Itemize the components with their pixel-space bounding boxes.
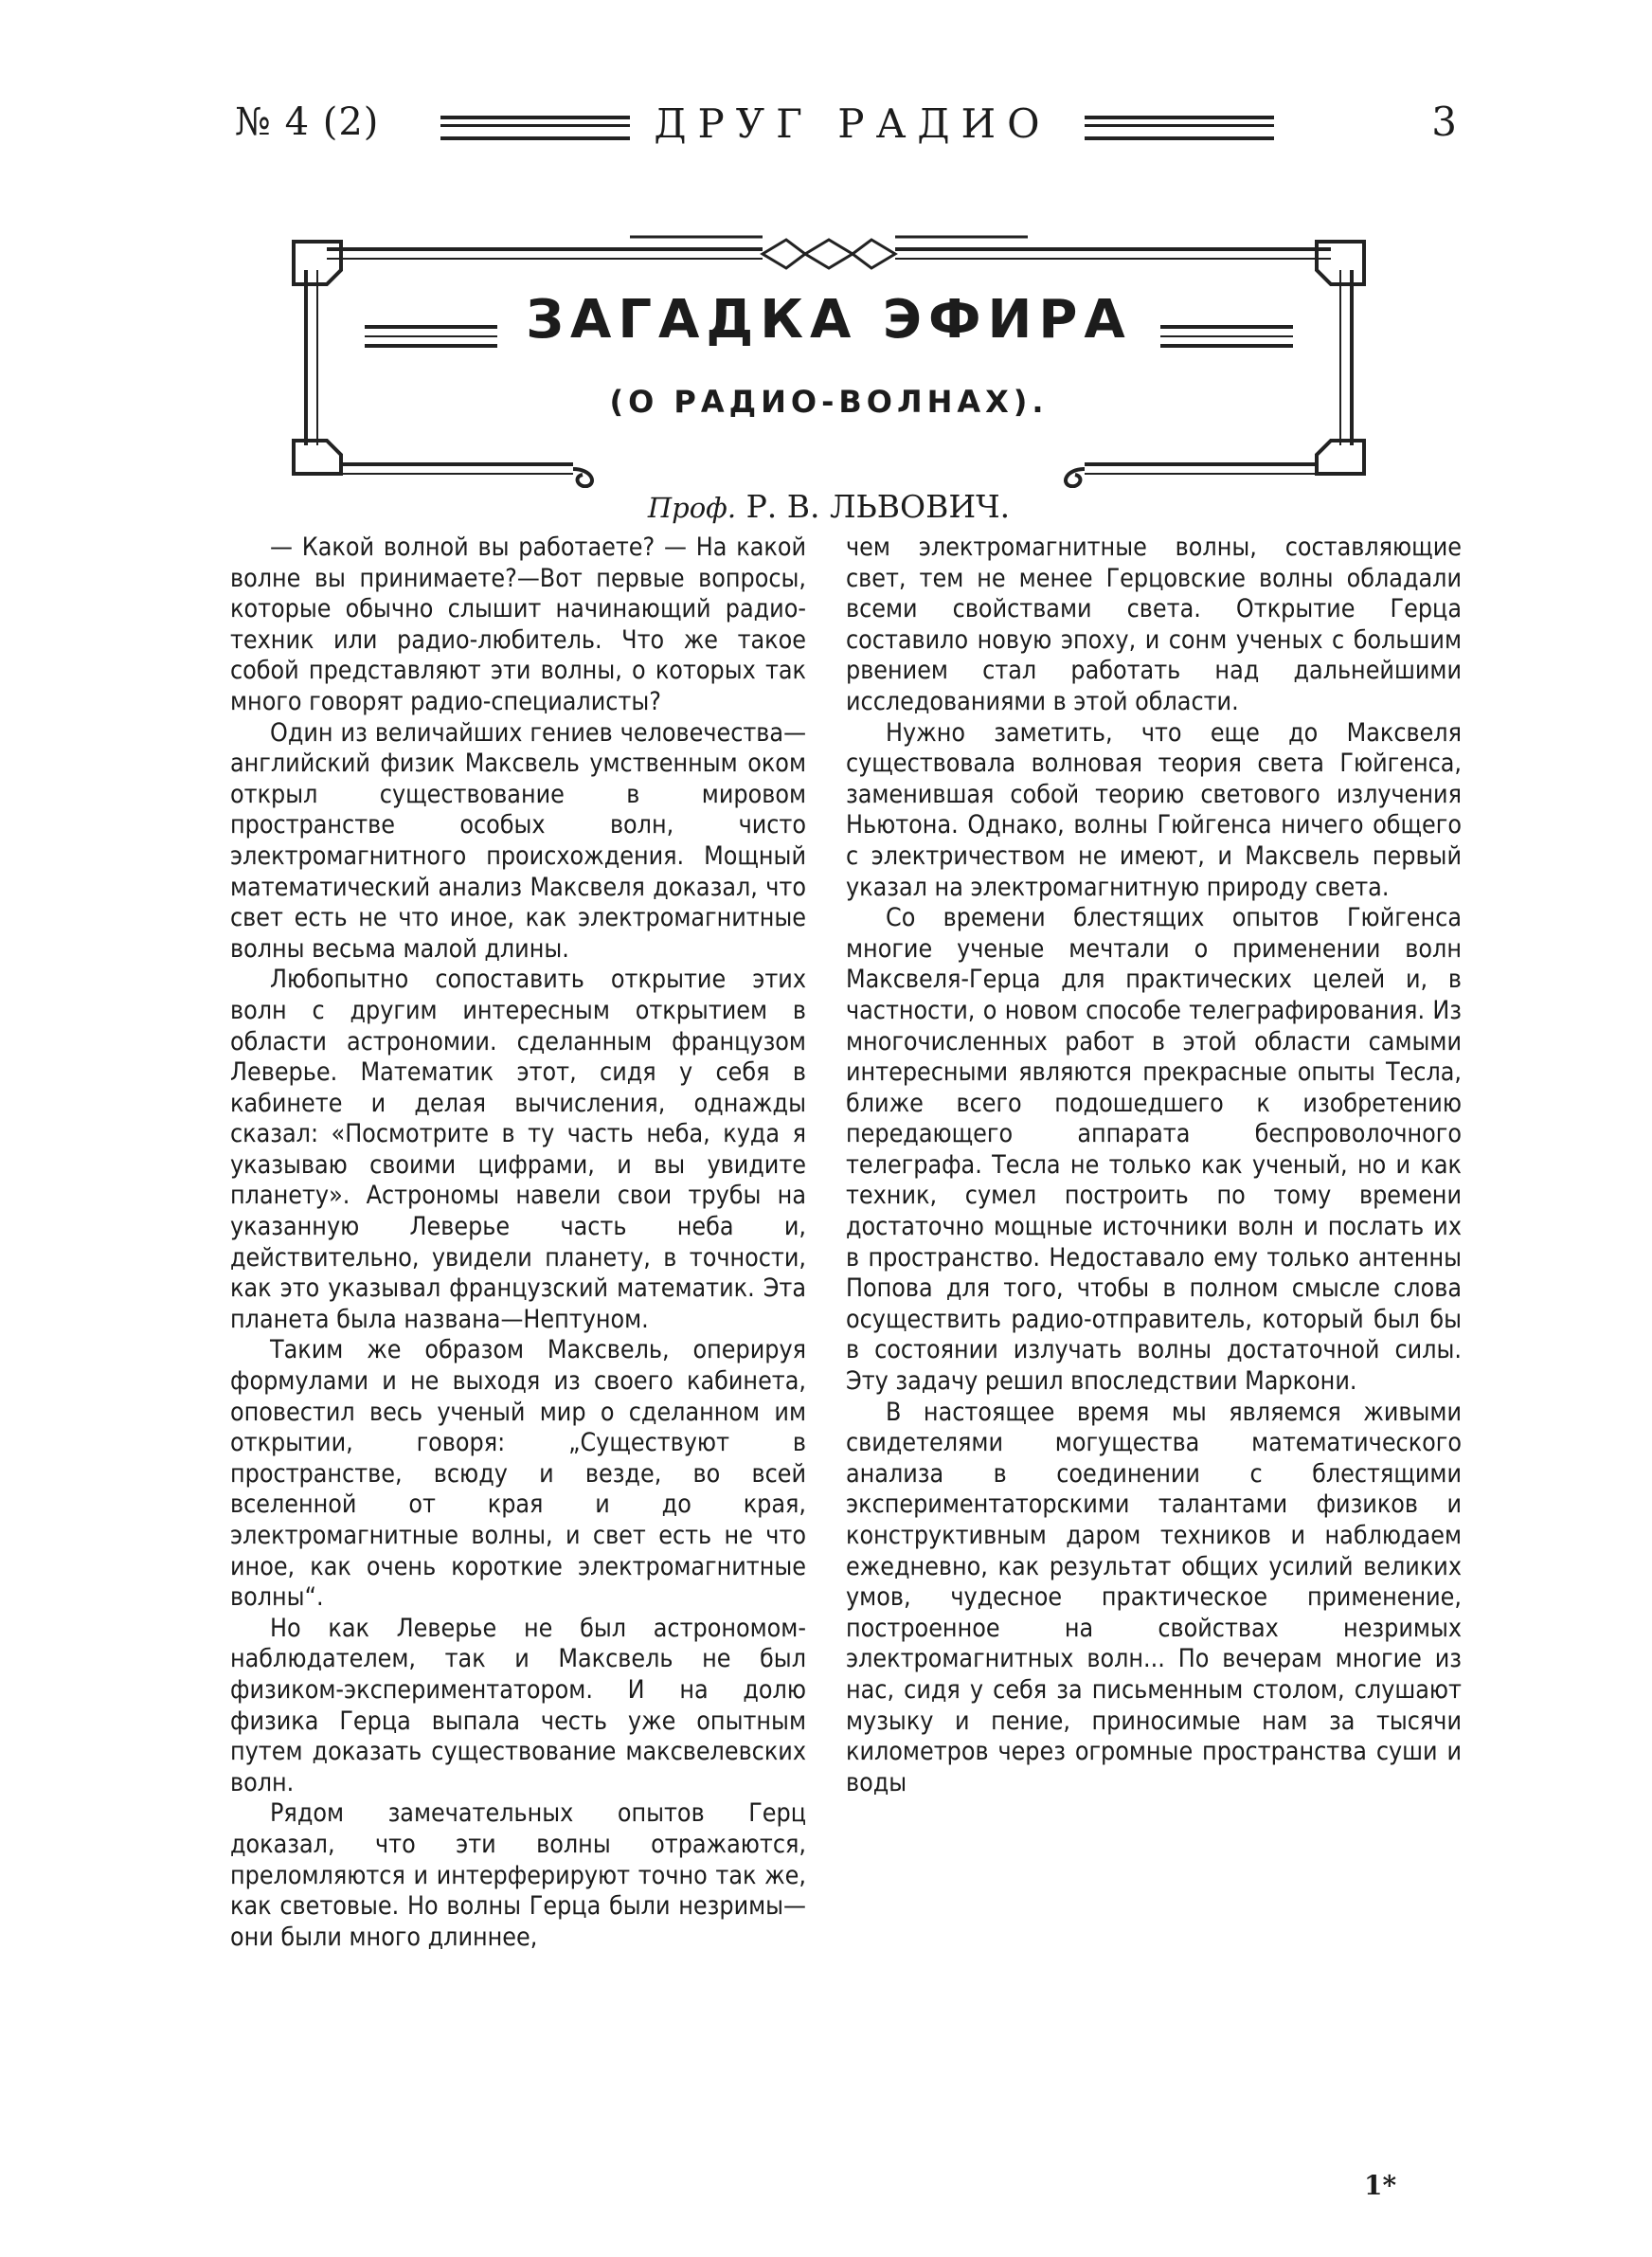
right-column (846, 533, 1462, 1798)
issue-number: № 4 (2) (235, 100, 380, 144)
paragraph: Со времени блестящих опытов Гюйгенса многие ученые мечтали о применении волн Максвеля-Герца для практических целей и, в частности, о новом способе телеграфирования. Из многочисленных работ в этой области самыми интересными являются прекрасные опыты Тесла, ближе всего подошедшего к изобретению передающего аппарата беспроволочного телеграфа. Тесла не только как ученый, но и как техник, сумел построить по тому времени достаточно мощные источники волн и послать их в пространство. Недоставало ему только антенны Попова для того, чтобы в полном смысле слова осуществить радио-отправитель, который был бы в состоянии излучать волны достаточной силы. Эту задачу решил впоследствии Маркони. (846, 903, 1462, 1397)
header-rule-right (1085, 116, 1274, 140)
paragraph: Таким же образом Максвель, оперируя формулами и не выходя из своего кабинета, оповестил весь ученый мир о сделанном им открытии, говоря: „Существуют в пространстве, всюду и везде, во всей вселенной от края и до края, электромагнитные волны, и свет есть не что иное, как очень короткие электромагнитные волны“. (230, 1335, 806, 1613)
paragraph: — Какой волной вы работаете? — На какой волне вы принимаете?—Вот первые вопросы, которые обычно слышит начинающий радио-техник или радио-любитель. Что же такое собой представляют эти волны, о которых так много говорят радио-специалисты? (230, 533, 806, 716)
author-name: Р. В. ЛЬВОВИЧ. (745, 488, 1011, 525)
paragraph: Любопытно сопоставить открытие этих волн с другим интересным открытием в области астрономии. сделанным французом Леверье. Математик этот, сидя у себя в кабинете и делая вычисления, однажды сказал: «Посмотрите в ту часть неба, куда я указываю своими цифрами, и вы увидите планету». Астрономы навели свои трубы на указанную Леверье часть неба и, действительно, увидели планету, в точности, как это указывал французский математик. Эта планета была названа—Нептуном. (230, 965, 806, 1334)
signature-mark: 1* (1364, 2170, 1397, 2201)
article-title: ЗАГАДКА ЭФИРА (526, 289, 1132, 351)
page-number: 3 (1431, 99, 1457, 145)
left-column (230, 533, 806, 1953)
paragraph: Но как Леверье не был астрономом-наблюдателем, так и Максвель не был физиком-экспериментатором. И на долю физика Герца выпала честь уже опытным путем доказать существование максвелевских волн. (230, 1613, 806, 1797)
paragraph: Один из величайших гениев человечества—английский физик Максвель умственным оком открыл существование в мировом пространстве особых волн, чисто электромагнитного происхождения. Мощный математический анализ Максвеля доказал, что свет есть не что иное, как электромагнитные волны весьма малой длины. (230, 717, 806, 964)
running-header (227, 95, 1468, 152)
ornament-border-icon (289, 232, 1369, 488)
paragraph: Нужно заметить, что еще до Максвеля существовала волновая теория света Гюйгенса, заменившая собой теорию светового излучения Ньютона. Однако, волны Гюйгенса ничего общего с электричеством не имеют, и Максвель первый указал на электромагнитную природу света. (846, 717, 1462, 902)
article-subtitle: (О РАДИО-ВОЛНАХ). (609, 384, 1049, 420)
article-author (606, 488, 1051, 525)
author-prefix: Проф. (647, 492, 737, 524)
header-rule-left (440, 116, 630, 140)
magazine-title: ДРУГ РАДИО (654, 100, 1051, 147)
paragraph: В настоящее время мы являемся живыми свидетелями могущества математического анализа в соединении с блестящими экспериментаторскими талантами физиков и конструктивным даром техников и наблюдаем ежедневно, как результат общих усилий великих умов, чудесное практическое применение, построенное на свойствах незримых электромагнитных волн... По вечерам многие из нас, сидя у себя за письменным столом, слушают музыку и пение, приносимые нам за тысячи километров через огромные пространства суши и воды (846, 1397, 1462, 1797)
title-ornament-frame (289, 232, 1369, 488)
paragraph: Рядом замечательных опытов Герц доказал, что эти волны отражаются, преломляются и интерферируют точно так же, как световые. Но волны Герца были незримы—они были много длиннее, (230, 1798, 806, 1952)
paragraph: чем электромагнитные волны, составляющие свет, тем не менее Герцовские волны обладали всеми свойствами света. Открытие Герца составило новую эпоху, и сонм ученых с большим рвением стал работать над дальнейшими исследованиями в этой области. (846, 533, 1462, 716)
